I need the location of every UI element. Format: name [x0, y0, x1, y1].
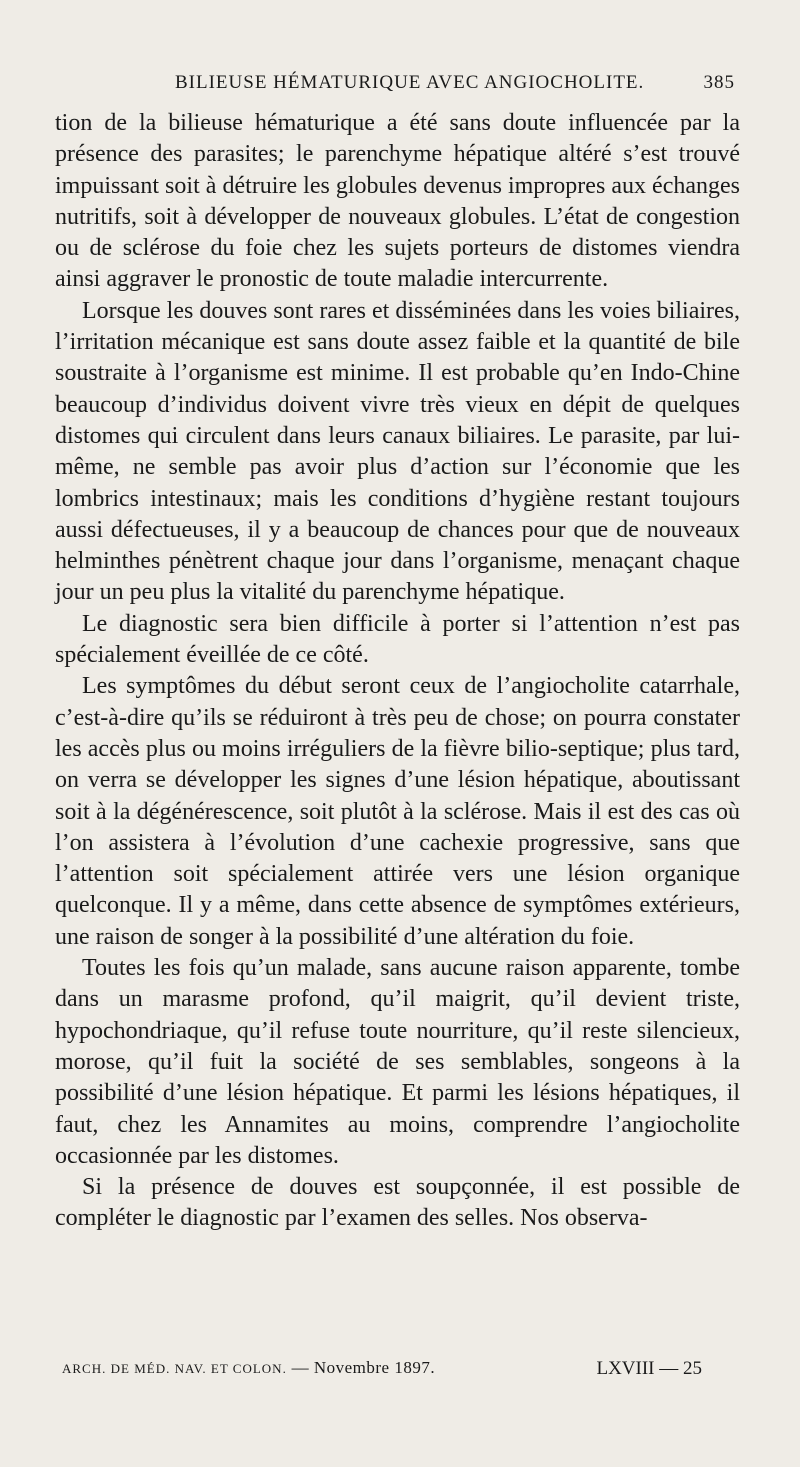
footer-separator: —: [291, 1358, 310, 1377]
paragraph: Toutes les fois qu’un malade, sans aucune raison apparente, tombe dans un marasme profond, qu’il maigrit, qu’il devient triste, hypochondriaque, qu’il refuse toute nourriture, qu’il reste silencieux, morose, qu’il fuit la société de ses semblables, songeons à la possibilité d’une lésion hépatique. Et parmi les lésions hépatiques, il faut, chez les Annamites au moins, comprendre l’angiocholite occasionnée par les distomes.: [55, 955, 740, 1169]
issue-date: Novembre 1897.: [313, 1358, 436, 1377]
paragraph: Lorsque les douves sont rares et disséminées dans les voies biliaires, l’irritation mécanique est sans doute assez faible et la quantité de bile soustraite à l’organisme est minime. Il est probable qu’en Indo-Chine beaucoup d’individus doivent vivre très vieux en dépit de quelques distomes qui circulent dans leurs canaux biliaires. Le parasite, par lui-même, ne semble pas avoir plus d’action sur l’économie que les lombrics intestinaux; mais les conditions d’hygiène restant toujours aussi défectueuses, il y a beaucoup de chances pour que de nouveaux helminthes pénètrent chaque jour dans l’organisme, menaçant chaque jour un peu plus la vitalité du parenchyme hépatique.: [55, 297, 740, 606]
page-number: 385: [703, 72, 735, 93]
paragraph: Le diagnostic sera bien difficile à porter si l’attention n’est pas spécialement éveillée de ce côté.: [55, 610, 740, 669]
body-text: [55, 108, 740, 1235]
paragraph-continued: tion de la bilieuse hématurique a été sans doute influencée par la présence des parasites; le parenchyme hépatique altéré s’est trouvé impuissant soit à détruire les globules devenus impropres aux échanges nutritifs, soit à développer de nouveaux globules. L’état de congestion ou de sclérose du foie chez les sujets porteurs de distomes viendra ainsi aggraver le pronostic de toute maladie intercurrente.: [55, 110, 740, 293]
journal-citation: [62, 1358, 435, 1378]
page-header: [175, 72, 735, 102]
journal-abbrev: ARCH. DE MÉD. NAV. ET COLON.: [62, 1361, 287, 1376]
paragraph: Si la présence de douves est soupçonnée, il est possible de compléter le diagnostic par l’examen des selles. Nos observa-: [55, 1174, 740, 1232]
paragraph: Les symptômes du début seront ceux de l’angiocholite catarrhale, c’est-à-dire qu’ils se réduiront à très peu de chose; on pourra constater les accès plus ou moins irréguliers de la fièvre bilio-septique; plus tard, on verra se développer les signes d’une lésion hépatique, aboutissant soit à la dégénérescence, soit plutôt à la sclérose. Mais il est des cas où l’on assistera à l’évolution d’une cachexie progressive, sans que l’attention soit spécialement attirée vers une lésion organique quelconque. Il y a même, dans cette absence de symptômes extérieurs, une raison de songer à la possibilité d’une altération du foie.: [55, 673, 740, 950]
printer-signature: LXVIII — 25: [596, 1358, 702, 1379]
page-footer: [62, 1358, 702, 1386]
running-title: BILIEUSE HÉMATURIQUE AVEC ANGIOCHOLITE.: [175, 72, 645, 93]
